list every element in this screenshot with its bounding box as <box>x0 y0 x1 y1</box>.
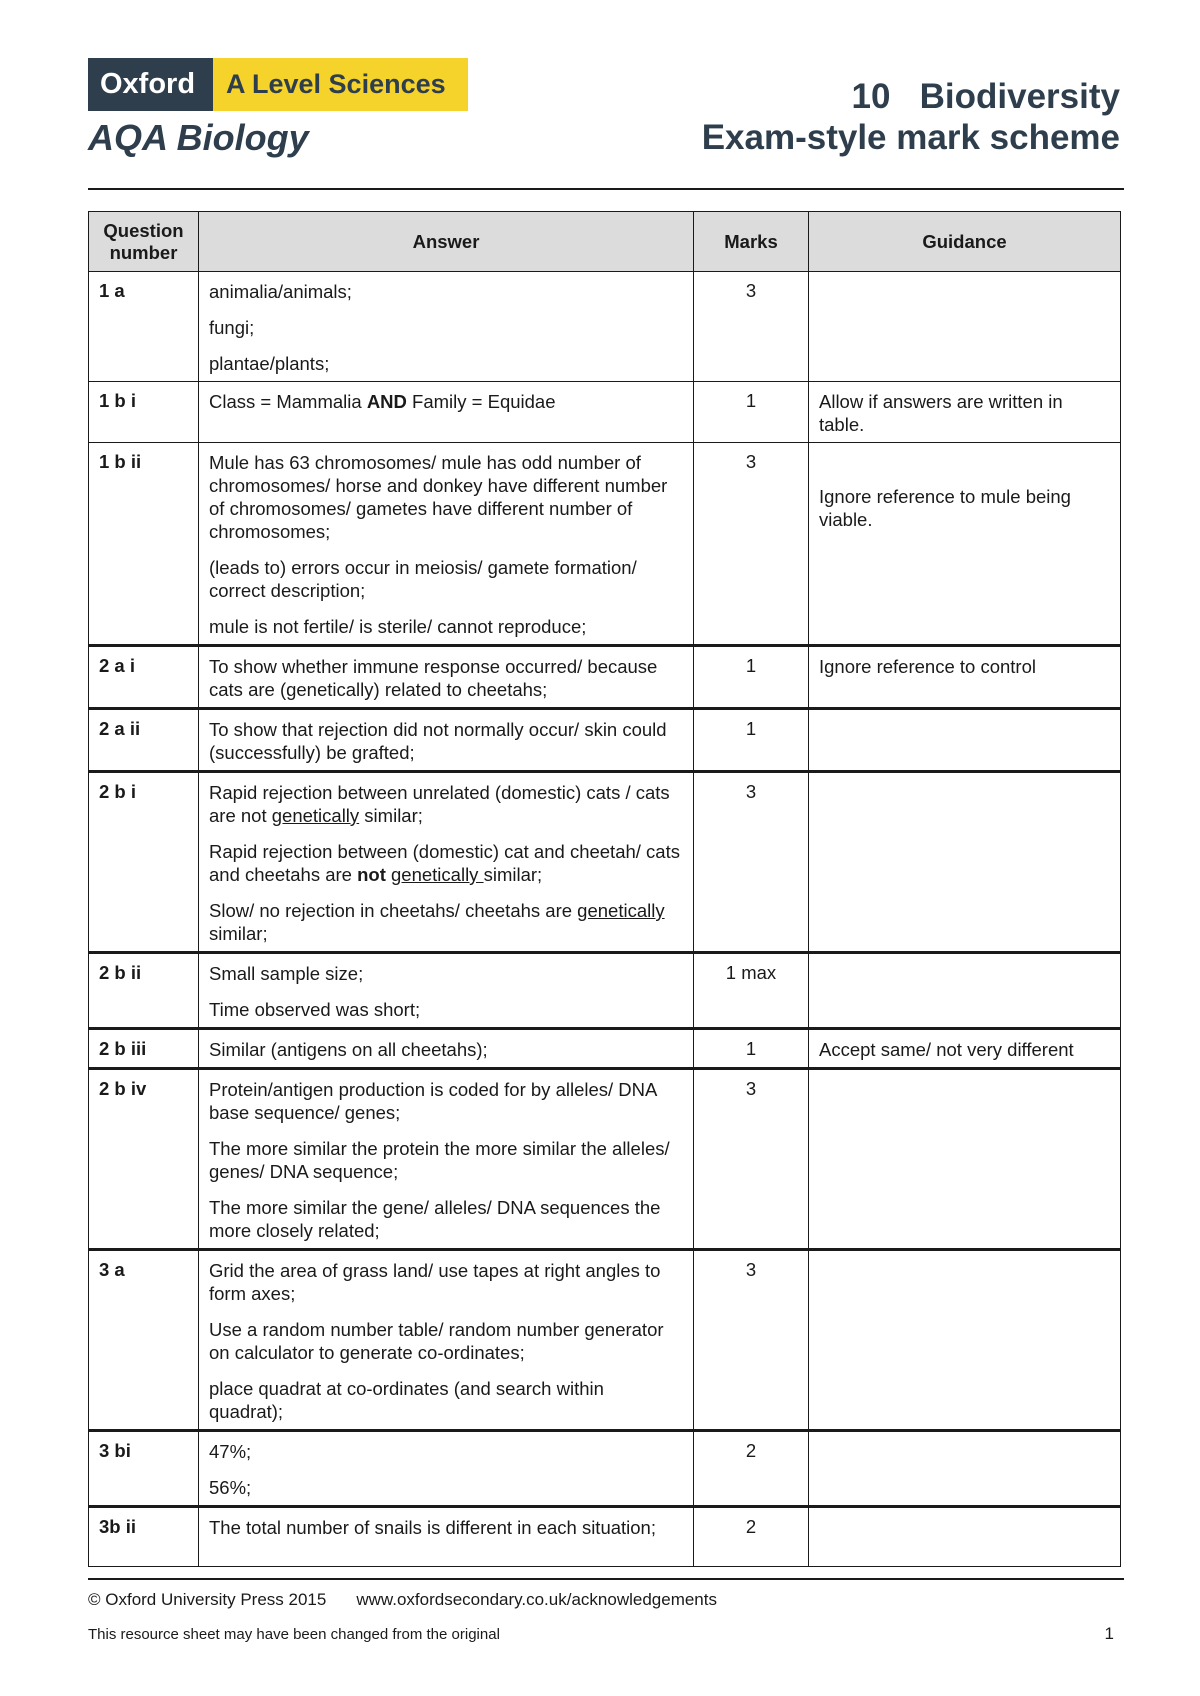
header-divider <box>88 188 1124 190</box>
answer-cell <box>199 1029 694 1069</box>
table-row <box>89 1069 1121 1250</box>
question-number: 3 bi <box>89 1431 199 1507</box>
question-number: 2 a i <box>89 646 199 709</box>
guidance-cell <box>809 443 1121 646</box>
marks-cell: 3 <box>694 1069 809 1250</box>
table-row <box>89 772 1121 953</box>
answer-text: Rapid rejection between unrelated (domestic) cats / cats are not <box>209 782 670 826</box>
chapter-title: Biodiversity <box>919 77 1120 116</box>
answer-point <box>209 781 683 827</box>
answer-underlined-text: genetically <box>271 805 360 826</box>
table-row <box>89 1431 1121 1507</box>
chapter-number: 10 <box>851 77 891 116</box>
answer-cell <box>199 1431 694 1507</box>
answer-underlined-text: genetically <box>577 900 665 921</box>
marks-cell: 3 <box>694 443 809 646</box>
answer-point: place quadrat at co-ordinates (and search within quadrat); <box>209 1378 604 1422</box>
guidance-cell <box>809 1507 1121 1567</box>
answer-underlined-text: genetically <box>391 864 484 885</box>
guidance-text: Allow if answers are written in table. <box>819 391 1063 435</box>
answer-bold-text: AND <box>366 391 407 412</box>
answer-point: fungi; <box>209 317 255 338</box>
question-number: 2 b ii <box>89 953 199 1029</box>
answer-cell <box>199 772 694 953</box>
answer-text: similar; <box>209 923 268 944</box>
question-number: 2 b iv <box>89 1069 199 1250</box>
page-number: 1 <box>1104 1624 1114 1643</box>
answer-point: 47%; <box>209 1441 252 1462</box>
table-row <box>89 1029 1121 1069</box>
guidance-cell <box>809 953 1121 1029</box>
answer-point <box>209 840 683 886</box>
marks-cell: 1 <box>694 646 809 709</box>
answer-point: (leads to) errors occur in meiosis/ gamete formation/ correct description; <box>209 557 637 601</box>
marks-cell: 1 <box>694 1029 809 1069</box>
table-row <box>89 272 1121 382</box>
guidance-text: Ignore reference to control <box>819 656 1036 677</box>
question-number: 2 b i <box>89 772 199 953</box>
page-title <box>702 76 1120 158</box>
guidance-cell <box>809 1069 1121 1250</box>
answer-cell <box>199 382 694 443</box>
answer-text: similar; <box>483 864 543 885</box>
logo-sciences-text: A Level Sciences <box>213 58 468 111</box>
chapter-heading <box>702 76 1120 117</box>
marks-cell: 3 <box>694 1250 809 1431</box>
table-row <box>89 1507 1121 1567</box>
logo-oxford-text: Oxford <box>88 58 213 111</box>
answer-point: The more similar the protein the more similar the alleles/ genes/ DNA sequence; <box>209 1138 670 1182</box>
guidance-text: Accept same/ not very different <box>819 1039 1074 1060</box>
answer-point: Mule has 63 chromosomes/ mule has odd number of chromosomes/ horse and donkey have different number of chromosomes/ gametes have different number of chromosomes; <box>209 452 668 542</box>
guidance-cell <box>809 772 1121 953</box>
answer-point: mule is not fertile/ is sterile/ cannot reproduce; <box>209 616 587 637</box>
answer-cell <box>199 953 694 1029</box>
footer-divider <box>88 1578 1124 1580</box>
document-title: Exam-style mark scheme <box>701 118 1120 157</box>
copyright-text: © Oxford University Press 2015 <box>88 1590 327 1609</box>
header-question: Question number <box>89 212 199 272</box>
answer-point: Small sample size; <box>209 963 364 984</box>
question-number: 1 b ii <box>89 443 199 646</box>
answer-point: animalia/animals; <box>209 281 352 302</box>
guidance-cell <box>809 1250 1121 1431</box>
guidance-text: Ignore reference to mule being viable. <box>819 486 1071 530</box>
question-number: 3 a <box>89 1250 199 1431</box>
answer-text: Rapid rejection between (domestic) cat and cheetah/ cats and cheetahs are <box>209 841 680 885</box>
answer-point: Time observed was short; <box>209 999 421 1020</box>
marks-cell: 1 max <box>694 953 809 1029</box>
oxford-logo <box>88 58 468 111</box>
answer-cell <box>199 1250 694 1431</box>
acknowledgements-link[interactable]: www.oxfordsecondary.co.uk/acknowledgements <box>356 1590 717 1609</box>
marks-cell: 3 <box>694 772 809 953</box>
answer-cell <box>199 709 694 772</box>
table-row <box>89 1250 1121 1431</box>
header-guidance: Guidance <box>809 212 1121 272</box>
header-marks: Marks <box>694 212 809 272</box>
marks-cell: 2 <box>694 1507 809 1567</box>
answer-point <box>209 899 683 945</box>
guidance-cell <box>809 272 1121 382</box>
header-answer: Answer <box>199 212 694 272</box>
answer-cell <box>199 1507 694 1567</box>
table-row <box>89 646 1121 709</box>
marks-cell: 1 <box>694 382 809 443</box>
marks-cell: 2 <box>694 1431 809 1507</box>
table-header-row <box>89 212 1121 272</box>
answer-cell <box>199 1069 694 1250</box>
answer-point: To show whether immune response occurred/ because cats are (genetically) related to cheetahs; <box>209 656 658 700</box>
answer-point: Use a random number table/ random number generator on calculator to generate co-ordinates; <box>209 1319 664 1363</box>
table-row <box>89 709 1121 772</box>
footer-note: This resource sheet may have been changed from the original <box>88 1626 500 1643</box>
guidance-cell <box>809 646 1121 709</box>
question-number: 1 b i <box>89 382 199 443</box>
answer-text: Slow/ no rejection in cheetahs/ cheetahs are <box>209 900 578 921</box>
answer-point: plantae/plants; <box>209 353 330 374</box>
guidance-cell <box>809 1029 1121 1069</box>
guidance-cell <box>809 1431 1121 1507</box>
table-row <box>89 443 1121 646</box>
answer-text: Family = Equidae <box>406 391 556 412</box>
answer-point: Protein/antigen production is coded for by alleles/ DNA base sequence/ genes; <box>209 1079 657 1123</box>
question-number: 3b ii <box>89 1507 199 1567</box>
answer-point: Grid the area of grass land/ use tapes at right angles to form axes; <box>209 1260 661 1304</box>
answer-text: similar; <box>359 805 423 826</box>
question-number: 2 b iii <box>89 1029 199 1069</box>
answer-point: Similar (antigens on all cheetahs); <box>209 1039 488 1060</box>
question-number: 2 a ii <box>89 709 199 772</box>
marks-cell: 3 <box>694 272 809 382</box>
subject-title: AQA Biology <box>88 117 309 158</box>
answer-point: 56%; <box>209 1477 252 1498</box>
mark-scheme-table <box>88 211 1121 1567</box>
question-number: 1 a <box>89 272 199 382</box>
answer-point <box>209 390 683 413</box>
answer-bold-text: not <box>357 864 386 885</box>
answer-point: To show that rejection did not normally occur/ skin could (successfully) be grafted; <box>209 719 667 763</box>
guidance-cell <box>809 709 1121 772</box>
table-row <box>89 382 1121 443</box>
answer-point: The more similar the gene/ alleles/ DNA sequences the more closely related; <box>209 1197 661 1241</box>
footer-line <box>88 1590 717 1610</box>
answer-text: Class = Mammalia <box>209 391 367 412</box>
answer-cell <box>199 646 694 709</box>
answer-cell <box>199 272 694 382</box>
guidance-cell <box>809 382 1121 443</box>
table-row <box>89 953 1121 1029</box>
answer-point: The total number of snails is different in each situation; <box>209 1517 656 1538</box>
answer-cell <box>199 443 694 646</box>
marks-cell: 1 <box>694 709 809 772</box>
